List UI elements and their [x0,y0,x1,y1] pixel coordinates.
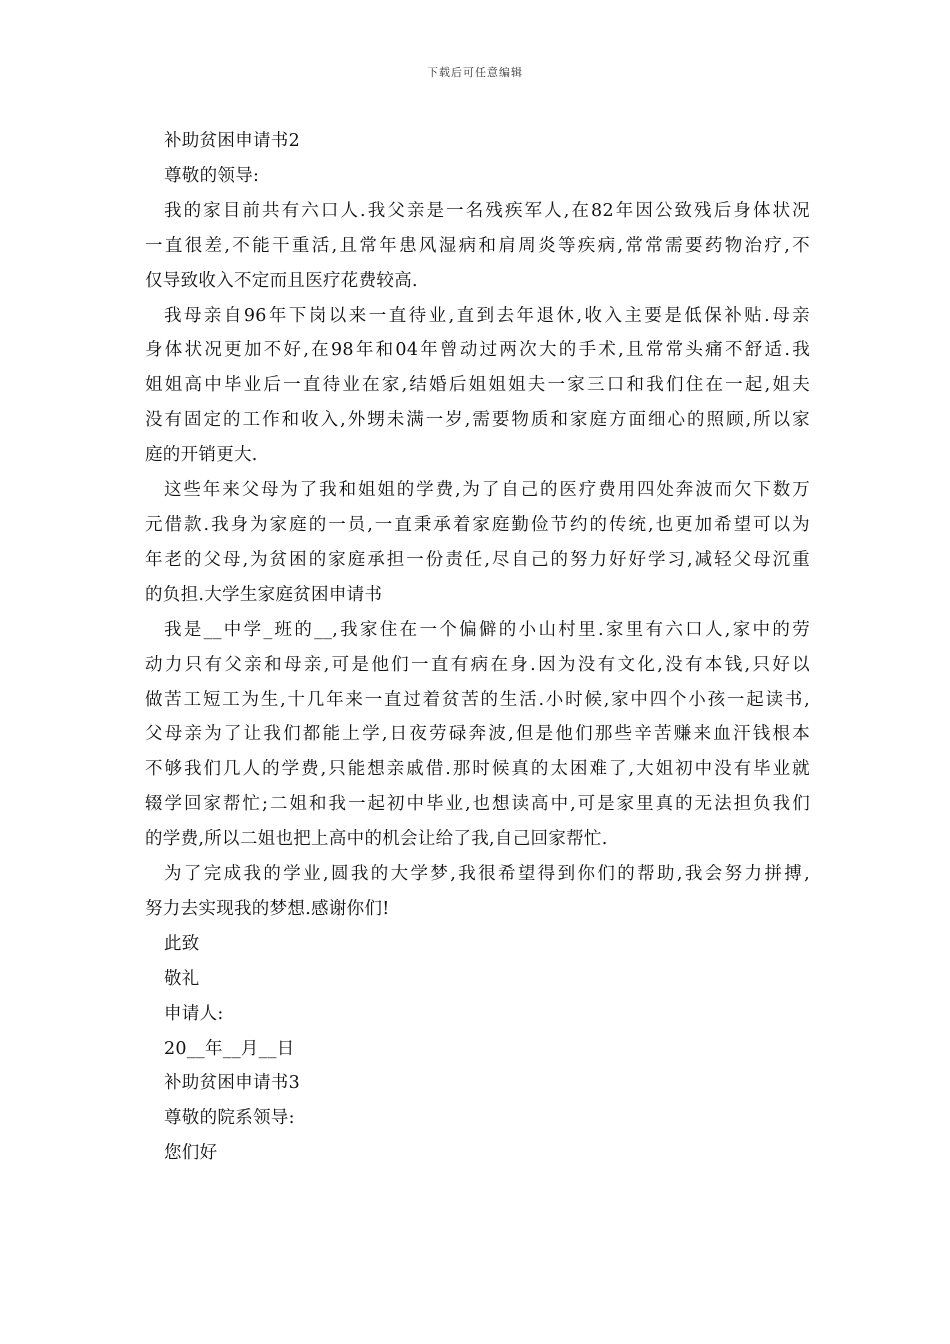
section-title: 补助贫困申请书2 [164,131,301,151]
paragraph-line: 不够我们几人的学费,只能想亲戚借.那时候真的太困难了,大姐初中没有毕业就 [145,759,810,780]
salutation: 尊敬的院系领导: [164,1108,295,1129]
paragraph-line: 庭的开销更大. [145,445,258,466]
document-body [145,124,810,1171]
paragraph-line: 一直很差,不能干重活,且常年患风湿病和肩周炎等疾病,常常需要药物治疗,不 [145,235,810,256]
paragraph-line: 做苦工短工为生,十几年来一直过着贫苦的生活.小时候,家中四个小孩一起读书, [145,689,810,710]
paragraph-line: 没有固定的工作和收入,外甥未满一岁,需要物质和家庭方面细心的照顾,所以家 [145,410,810,431]
paragraph-line: 努力去实现我的梦想.感谢你们! [145,898,390,919]
paragraph-line: 我母亲自96年下岗以来一直待业,直到去年退休,收入主要是低保补贴.母亲 [164,305,810,326]
paragraph [145,613,810,857]
paragraph [145,857,810,927]
paragraph-line: 身体状况更加不好,在98年和04年曾动过两次大的手术,且常常头痛不舒适.我 [145,340,810,361]
section-title: 补助贫困申请书3 [164,1073,301,1094]
date-line: 20__年__月__日 [164,1038,295,1059]
closing-line: 此致 [164,933,200,954]
paragraph-line: 我是__中学_班的__,我家住在一个偏僻的小山村里.家里有六口人,家中的劳 [164,619,810,640]
paragraph-line: 的学费,所以二姐也把上高中的机会让给了我,自己回家帮忙. [145,829,608,850]
salutation: 尊敬的领导: [164,165,260,186]
page-header: 下载后可任意编辑 [427,66,523,79]
paragraph-line: 的负担.大学生家庭贫困申请书 [145,584,383,605]
paragraph-line: 年老的父母,为贫困的家庭承担一份责任,尽自己的努力好好学习,减轻父母沉重 [145,549,810,570]
paragraph [145,299,810,474]
paragraph-line: 仅导致收入不定而且医疗花费较高. [145,270,418,291]
paragraph-line: 父母亲为了让我们都能上学,日夜劳碌奔波,但是他们那些辛苦赚来血汗钱根本 [145,724,810,745]
paragraph-line: 元借款.我身为家庭的一员,一直秉承着家庭勤俭节约的传统,也更加希望可以为 [145,514,810,535]
paragraph-line: 辍学回家帮忙;二姐和我一起初中毕业,也想读高中,可是家里真的无法担负我们 [145,794,810,815]
greeting: 您们好 [164,1143,218,1164]
paragraph [145,194,810,299]
paragraph-line: 这些年来父母为了我和姐姐的学费,为了自己的医疗费用四处奔波而欠下数万 [164,480,810,501]
paragraph-line: 动力只有父亲和母亲,可是他们一直有病在身.因为没有文化,没有本钱,只好以 [145,654,810,675]
paragraph [145,473,810,613]
paragraph-line: 我的家目前共有六口人.我父亲是一名残疾军人,在82年因公致残后身体状况 [164,200,810,221]
applicant-label: 申请人: [164,1003,224,1024]
closing-line: 敬礼 [164,968,200,989]
paragraph-line: 姐姐高中毕业后一直待业在家,结婚后姐姐姐夫一家三口和我们住在一起,姐夫 [145,375,810,396]
paragraph-line: 为了完成我的学业,圆我的大学梦,我很希望得到你们的帮助,我会努力拼搏, [164,864,810,885]
